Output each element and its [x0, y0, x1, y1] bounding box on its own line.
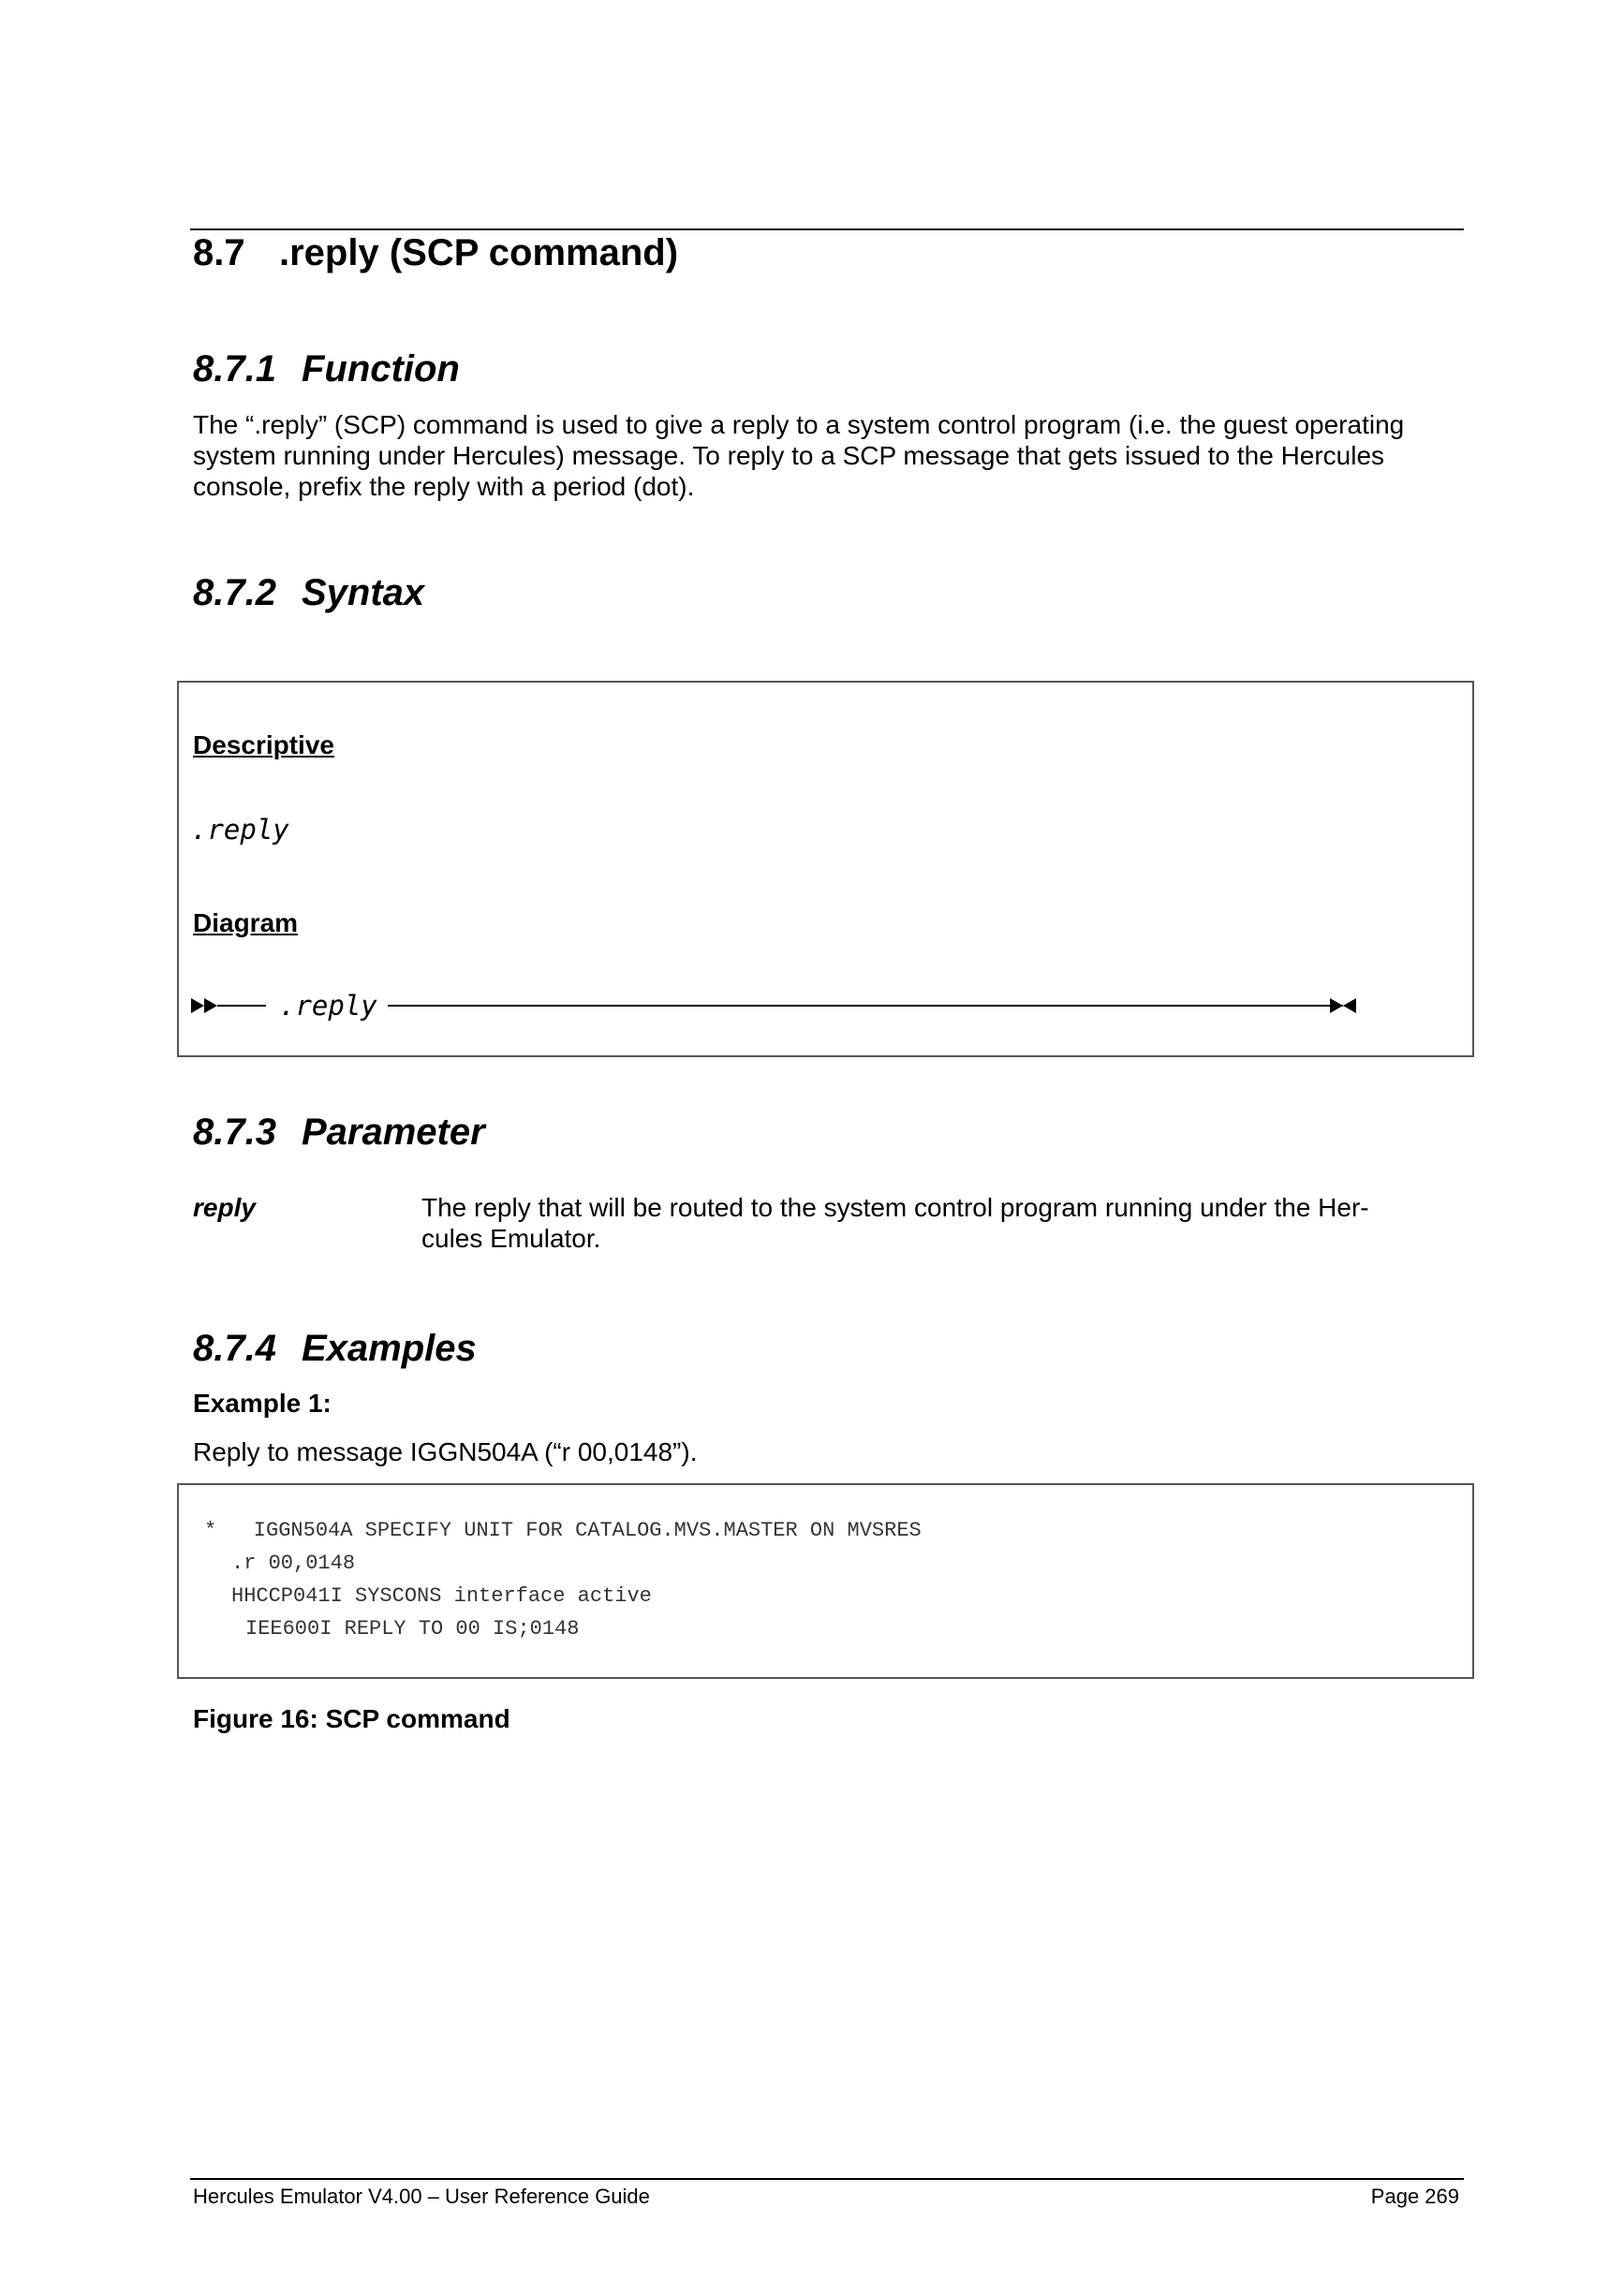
footer-title: Hercules Emulator V4.00 – User Reference Guide: [193, 2185, 650, 2208]
examples-title: Examples: [302, 1328, 477, 1369]
start-arrow-icon: [191, 998, 204, 1013]
syntax-title: Syntax: [302, 572, 425, 613]
parameter-title: Parameter: [302, 1111, 485, 1153]
function-paragraph: [193, 409, 1467, 502]
code-line: * IGGN504A SPECIFY UNIT FOR CATALOG.MVS.MASTER ON MVSRES: [204, 1519, 922, 1542]
descriptive-command: .reply: [191, 814, 289, 846]
syntax-heading: [193, 572, 424, 614]
code-line: IEE600I REPLY TO 00 IS;0148: [245, 1617, 580, 1641]
parameter-number: 8.7.3: [193, 1111, 276, 1153]
parameter-description-line: cules Emulator.: [421, 1224, 601, 1253]
code-box: [177, 1483, 1474, 1679]
parameter-description: [421, 1192, 1414, 1254]
function-title: Function: [302, 348, 460, 390]
header-rule: [190, 228, 1464, 230]
page-number: Page 269: [1370, 2185, 1459, 2208]
diagram-command: .reply: [279, 990, 377, 1022]
syntax-diagram: [191, 987, 1371, 1024]
end-arrow-icon: [1330, 998, 1343, 1013]
code-line: .r 00,0148: [231, 1552, 356, 1575]
parameter-description-line: The reply that will be routed to the system control program running under the Her-: [421, 1193, 1369, 1222]
function-number: 8.7.1: [193, 348, 276, 390]
example-title: Example 1:: [193, 1389, 332, 1418]
function-line: console, prefix the reply with a period (dot).: [193, 472, 695, 501]
code-line: HHCCP041I SYSCONS interface active: [231, 1584, 652, 1608]
section-title: .reply (SCP command): [279, 232, 679, 273]
syntax-number: 8.7.2: [193, 572, 276, 613]
section-heading: [193, 232, 678, 274]
function-line: The “.reply” (SCP) command is used to give a reply to a system control program (i.e. the guest operating: [193, 410, 1405, 439]
parameter-heading: [193, 1111, 485, 1154]
descriptive-label: Descriptive: [193, 730, 334, 759]
start-arrow-icon: [204, 998, 217, 1013]
diagram-label: Diagram: [193, 908, 299, 937]
examples-heading: [193, 1328, 477, 1370]
examples-number: 8.7.4: [193, 1328, 276, 1369]
function-line: system running under Hercules) message. To reply to a SCP message that gets issued to the Hercules: [193, 441, 1385, 470]
figure-caption: Figure 16: SCP command: [193, 1704, 510, 1733]
parameter-term: reply: [193, 1193, 256, 1222]
end-arrow-icon: [1343, 998, 1356, 1013]
example-text: Reply to message IGGN504A (“r 00,0148”).: [193, 1437, 698, 1466]
section-number: 8.7: [193, 232, 245, 273]
function-heading: [193, 348, 460, 390]
footer-rule: [190, 2178, 1464, 2180]
